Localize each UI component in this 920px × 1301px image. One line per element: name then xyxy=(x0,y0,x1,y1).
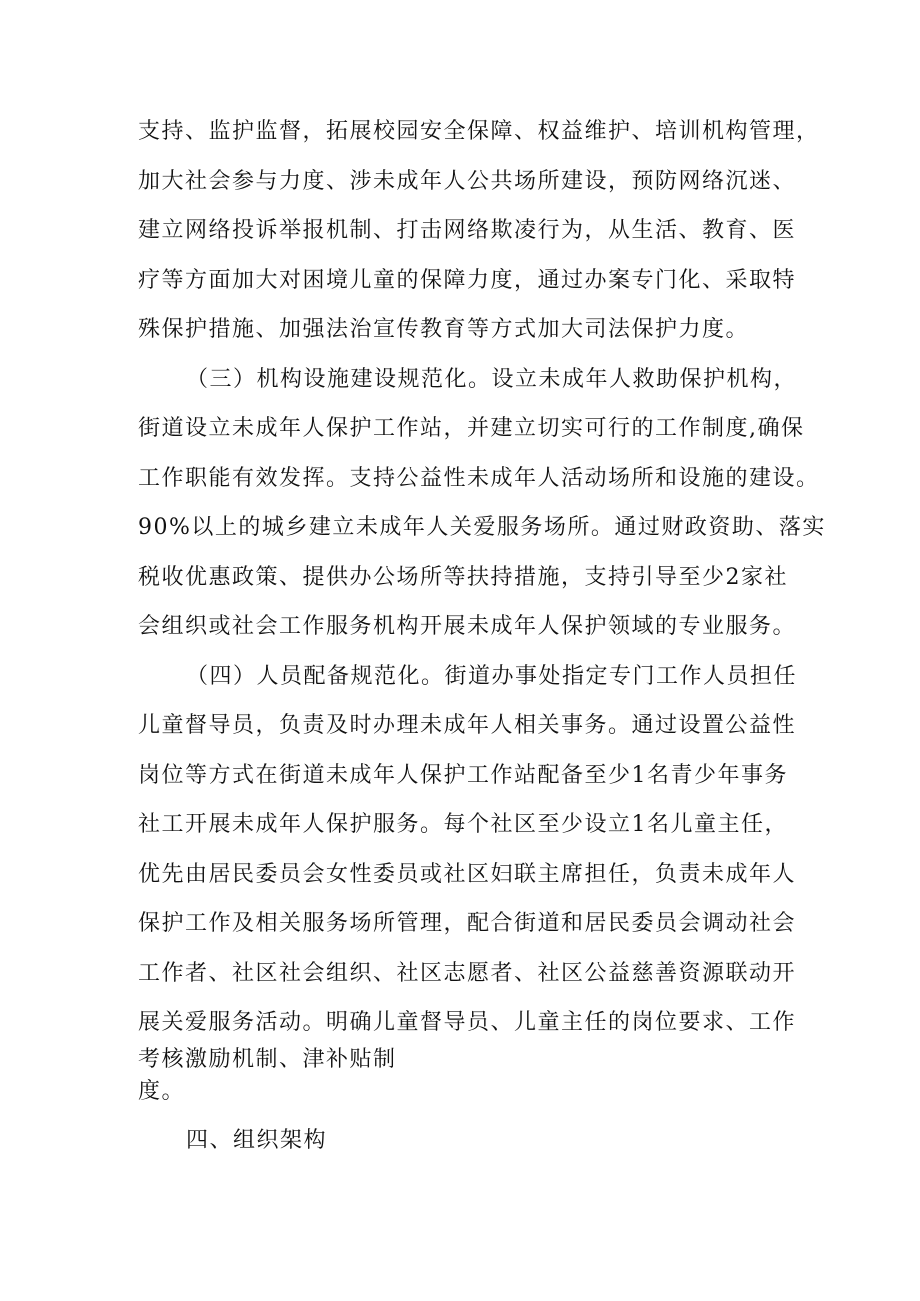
section-heading-organization: 四、组织架构 xyxy=(186,1128,328,1153)
text-line: 度。 xyxy=(138,1079,186,1104)
text-line: 税收优惠政策、提供办公场所等扶持措施，支持引导至少2家社 xyxy=(138,565,788,590)
text-line: 街道设立未成年人保护工作站，并建立切实可行的工作制度,确保 xyxy=(138,416,805,441)
text-line: 建立网络投诉举报机制、打击网络欺凌行为，从生活、教育、医 xyxy=(138,218,797,243)
text-line: 90%以上的城乡建立未成年人关爱服务场所。通过财政资助、落实 xyxy=(138,515,826,540)
text-line: 儿童督导员，负责及时办理未成年人相关事务。通过设置公益性 xyxy=(138,713,797,738)
text-line: 岗位等方式在街道未成年人保护工作站配备至少1名青少年事务 xyxy=(138,763,788,788)
text-line: 工作者、社区社会组织、社区志愿者、社区公益慈善资源联动开 xyxy=(138,961,797,986)
section-heading-three: （三）机构设施建设规范化。设立未成年人救助保护机构， xyxy=(186,367,798,392)
section-heading-four: （四）人员配备规范化。街道办事处指定专门工作人员担任 xyxy=(186,664,798,689)
text-line: 殊保护措施、加强法治宣传教育等方式加大司法保护力度。 xyxy=(138,317,750,342)
text-line: 优先由居民委员会女性委员或社区妇联主席担任，负责未成年人 xyxy=(138,862,797,887)
text-line: 保护工作及相关服务场所管理，配合街道和居民委员会调动社会 xyxy=(138,911,797,936)
text-line: 加大社会参与力度、涉未成年人公共场所建设，预防网络沉迷、 xyxy=(138,169,797,194)
text-line: 工作职能有效发挥。支持公益性未成年人活动场所和设施的建设。 xyxy=(138,466,820,491)
text-line: 考核激励机制、津补贴制 xyxy=(138,1047,397,1072)
text-line: 会组织或社会工作服务机构开展未成年人保护领域的专业服务。 xyxy=(138,614,797,639)
text-line: 展关爱服务活动。明确儿童督导员、儿童主任的岗位要求、工作 xyxy=(138,1010,797,1035)
text-line: 疗等方面加大对困境儿童的保障力度，通过办案专门化、采取特 xyxy=(138,268,797,293)
text-line: 社工开展未成年人保护服务。每个社区至少设立1名儿童主任， xyxy=(138,812,788,837)
text-line: 支持、监护监督，拓展校园安全保障、权益维护、培训机构管理， xyxy=(138,119,820,144)
